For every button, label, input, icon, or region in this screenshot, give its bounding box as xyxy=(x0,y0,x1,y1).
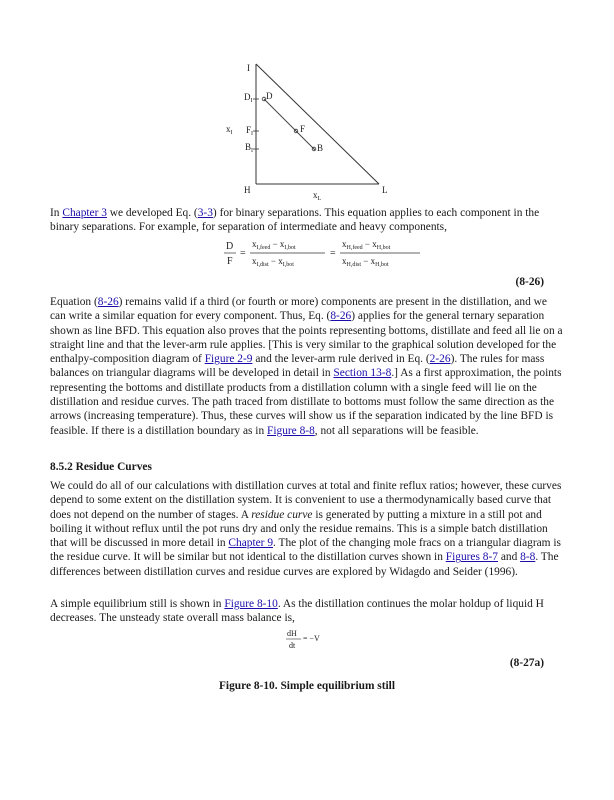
eq-frac1-denominator: $x_{I,dist} - x_{I,bot}$ xyxy=(252,256,294,268)
label-f: F xyxy=(300,124,306,134)
label-b-axis: $B_I$ xyxy=(245,142,254,154)
eq-frac2-numerator: $x_{H,feed} - x_{H,bot}$ xyxy=(342,239,391,251)
link-figure-2-9[interactable]: Figure 2-9 xyxy=(204,353,253,366)
link-chapter-9[interactable]: Chapter 9 xyxy=(228,537,274,550)
link-section-13-8[interactable]: Section 13-8 xyxy=(333,367,392,380)
diagram-hypotenuse xyxy=(256,64,379,184)
eq-frac2-denominator: $x_{H,dist} - x_{H,bot}$ xyxy=(342,256,389,268)
eq-lhs-denominator: F xyxy=(227,256,233,267)
label-l: L xyxy=(382,185,388,195)
link-chapter-3[interactable]: Chapter 3 xyxy=(62,207,107,219)
equation-number-8-27a: (8-27a) xyxy=(509,657,544,669)
paragraph-1: In Chapter 3 we developed Eq. (3-3) for binary separations. This equation applies to each component in the binary separations. For example, for separation of intermediate and heavy components, xyxy=(50,207,540,234)
label-x-axis: $x_I$ xyxy=(226,124,233,136)
link-eq-2-26[interactable]: 2-26 xyxy=(429,353,451,366)
equation-8-27a xyxy=(0,626,614,652)
link-eq-8-26-a[interactable]: 8-26 xyxy=(97,296,119,308)
equation-8-26 xyxy=(0,236,614,276)
eq-equals-1: = xyxy=(240,248,246,259)
eq-frac1-numerator: $x_{I,feed} - x_{I,bot}$ xyxy=(252,239,296,251)
eq-rhs: = −V xyxy=(303,634,320,643)
label-f-axis: $F_I$ xyxy=(246,125,254,137)
section-heading: 8.5.2 Residue Curves xyxy=(50,461,152,473)
link-eq-3-3[interactable]: 3-3 xyxy=(197,207,213,219)
label-d-axis: $D_I$ xyxy=(244,92,253,104)
equation-number-8-26: (8-26) xyxy=(515,276,544,288)
link-eq-8-26-b[interactable]: 8-26 xyxy=(330,310,352,323)
paragraph-4: A simple equilibrium still is shown in Figure 8-10. As the distillation continues the molar holdup of liquid H decreases. The unsteady state overall mass balance is, xyxy=(50,598,544,625)
paragraph-2: Equation (8-26) remains valid if a third (or fourth or more) components are present in the distillation, and we can write a similar equation for every component. Thus, Eq. (8-26) applies for the general ternary separation shown as line BFD. This equation also proves that the points representing bottoms, distillate and feed all lie on a straight line and that the lever-arm rule applies. [This is very similar to the graphical solution developed for the enthalpy-composition diagram of Figure 2-9 and the lever-arm rule derived in Eq. (2-26). The rules for mass balances on triangular diagrams will be developed in detail in Section 13-8.] As a first approximation, the points representing the bottoms and distillate products from a distillation column with a single feed will lie on the distillation and residue curves. The path traced from distillate to bottoms must follow the same direction as the arrows (increasing temperature). Thus, these curves will show us if the separation indicated by the line BFD is feasible. If there is a distillation boundary as in Figure 8-8, not all separations will be feasible. xyxy=(50,296,563,437)
triangle-diagram xyxy=(0,0,614,205)
eq-dt: dt xyxy=(289,641,296,650)
figure-caption: Figure 8-10. Simple equilibrium still xyxy=(218,680,396,692)
eq-lhs-numerator: D xyxy=(226,241,234,252)
link-8-8[interactable]: 8-8 xyxy=(520,551,536,564)
line-bfd xyxy=(264,99,315,150)
label-xl: $x_L$ xyxy=(313,190,322,202)
link-figure-8-10[interactable]: Figure 8-10 xyxy=(224,598,278,610)
label-b: B xyxy=(317,143,324,153)
link-figures-8-7[interactable]: Figures 8-7 xyxy=(445,551,498,564)
eq-equals-2: = xyxy=(330,248,336,259)
label-d: D xyxy=(266,91,273,101)
link-figure-8-8[interactable]: Figure 8-8 xyxy=(267,424,315,437)
paragraph-3: We could do all of our calculations with distillation curves at total and finite reflux ratios; however, these curves depend to some extent on the distillation system. It is convenient to use a thermodynamically based curve that does not depend on the number of stages. A residue curve is generated by putting a mixture in a still pot and boiling it without reflux until the pot runs dry and only the residue remains. This is a simple batch distillation that will be discussed in more detail in Chapter 9. The plot of the changing mole fracs on a triangular diagram is the residue curve. It will be similar but not identical to the distillation curves shown in Figures 8-7 and 8-8. The differences between distillation curves and residue curves are explored by Widagdo and Seider (1996). xyxy=(50,480,562,578)
eq-dh: dH xyxy=(287,629,297,638)
label-i: I xyxy=(247,63,250,73)
label-h: H xyxy=(244,185,251,195)
